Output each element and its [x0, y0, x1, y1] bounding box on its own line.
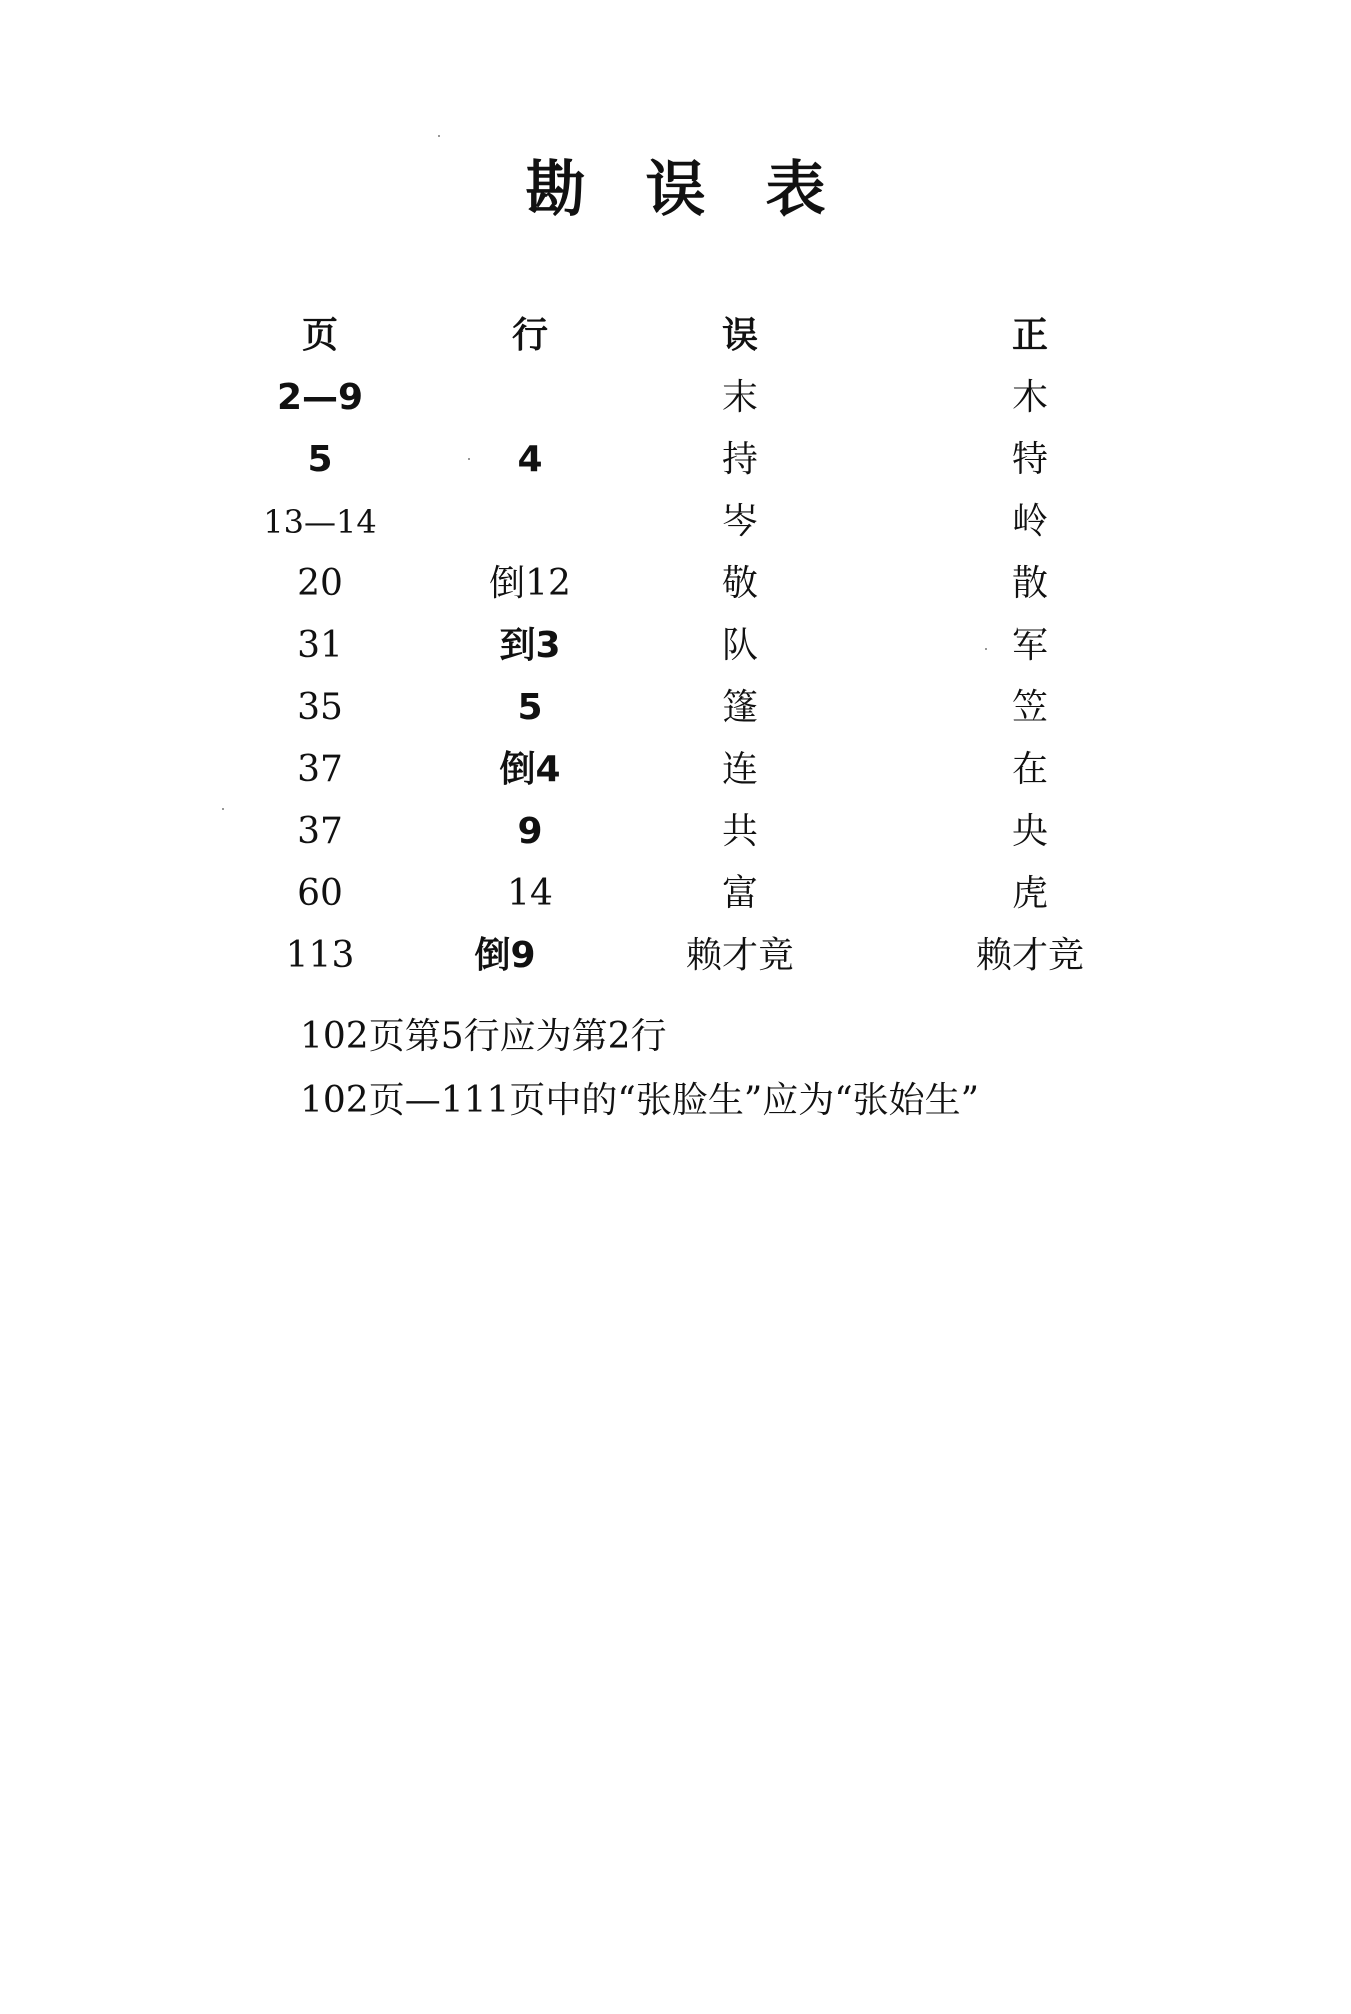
scan-speck: [438, 135, 440, 137]
table-row: [0, 925, 1351, 987]
cell-page: 5: [307, 439, 333, 480]
cell-line: 9: [517, 811, 543, 852]
header-right: 正: [1011, 315, 1049, 356]
cell-page: 31: [297, 625, 343, 666]
cell-wrong: 赖才竟: [685, 935, 795, 976]
cell-line: 5: [517, 687, 543, 728]
cell-page: 37: [297, 811, 343, 852]
header-wrong: 误: [721, 315, 759, 356]
cell-page: 35: [297, 687, 343, 728]
cell-wrong: 共: [721, 811, 759, 852]
cell-line: 倒4: [499, 749, 561, 790]
note-line: 102页—111页中的“张脸生”应为“张始生”: [300, 1080, 980, 1121]
cell-wrong: 连: [721, 749, 759, 790]
cell-page: 2—9: [276, 377, 364, 418]
cell-right: 特: [1011, 439, 1049, 480]
note-line: 102页第5行应为第2行: [300, 1016, 667, 1057]
header-line: 行: [511, 315, 549, 356]
cell-wrong: 队: [721, 625, 759, 666]
cell-right: 笠: [1011, 687, 1049, 728]
cell-right: 军: [1011, 625, 1049, 666]
cell-right: 岭: [1011, 501, 1049, 542]
cell-page: 20: [297, 563, 343, 604]
header-page: 页: [301, 315, 339, 356]
table-row: [0, 739, 1351, 801]
cell-right: 虎: [1011, 873, 1049, 914]
table-row: [0, 367, 1351, 429]
cell-right: 赖才竞: [975, 935, 1085, 976]
cell-page: 13—14: [263, 503, 377, 541]
cell-right: 木: [1011, 377, 1049, 418]
cell-line: 倒9: [474, 935, 536, 976]
cell-page: 113: [285, 935, 355, 976]
cell-wrong: 末: [721, 377, 759, 418]
cell-wrong: 篷: [721, 687, 759, 728]
cell-right: 在: [1011, 749, 1049, 790]
cell-wrong: 岑: [721, 501, 759, 542]
table-row: [0, 615, 1351, 677]
cell-wrong: 富: [721, 873, 759, 914]
cell-line: 4: [517, 439, 543, 480]
cell-right: 散: [1011, 563, 1049, 604]
cell-line: 14: [507, 873, 553, 914]
cell-right: 央: [1011, 811, 1049, 852]
cell-page: 37: [297, 749, 343, 790]
table-row: [0, 553, 1351, 615]
cell-line: 倒12: [489, 563, 571, 604]
table-row: [0, 491, 1351, 553]
cell-wrong: 持: [721, 439, 759, 480]
page-title: 勘误表: [525, 155, 886, 225]
table-row: [0, 429, 1351, 491]
table-row: [0, 677, 1351, 739]
errata-notes: [300, 1005, 979, 1133]
table-row: [0, 801, 1351, 863]
table-header: [0, 305, 1351, 367]
cell-page: 60: [297, 873, 343, 914]
errata-table: [0, 305, 1351, 987]
cell-wrong: 敬: [721, 563, 759, 604]
table-row: [0, 863, 1351, 925]
cell-line: 到3: [499, 625, 561, 666]
